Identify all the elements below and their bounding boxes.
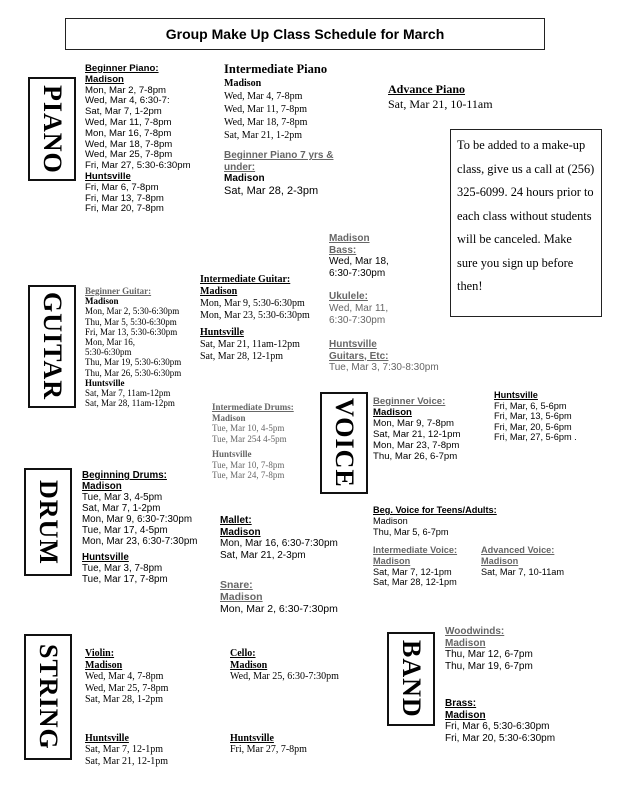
location-label: Madison: [373, 515, 408, 526]
session: Sat, Mar 28, 12-1pm: [373, 577, 457, 588]
location-label: Madison: [481, 555, 519, 566]
mallet-block: [220, 515, 338, 561]
session: Tue, Mar 24, 7-8pm: [212, 470, 285, 480]
beginner-voice-heading: Beginner Voice:: [373, 396, 446, 407]
intermediate-piano-heading: Intermediate Piano: [224, 62, 328, 76]
session: 5:30-6:30pm: [85, 347, 132, 358]
cello-block: [230, 648, 339, 756]
session: Sat, Mar 21, 12-1pm: [373, 429, 461, 440]
snare-block: [220, 579, 338, 615]
beginner-piano-7-block: [224, 150, 333, 198]
ukulele-heading: Ukulele:: [329, 291, 368, 302]
beginning-drums-block: [82, 470, 197, 585]
session: Mon, Mar 2, 7-8pm: [85, 84, 167, 96]
huntsville-guitars-heading: Huntsville: [329, 339, 377, 350]
session: Thu, Mar 12, 6-7pm: [445, 649, 533, 660]
ukulele-block: [329, 291, 388, 327]
guitar-label-box: [28, 285, 76, 408]
session: Sat, Mar 7, 12-1pm: [85, 744, 164, 755]
bass-block: [329, 233, 389, 279]
session: Mon, Mar 2, 5:30-6:30pm: [85, 306, 180, 317]
teen-voice-heading: Beg. Voice for Teens/Adults:: [373, 505, 497, 515]
advanced-voice-heading: Advanced Voice:: [481, 545, 555, 555]
brass-heading: Brass:: [445, 698, 477, 709]
session: Mon, Mar 16, 7-8pm: [85, 127, 172, 139]
huntsville-guitars-heading-2: Guitars, Etc:: [329, 350, 389, 362]
session: Wed, Mar 25, 7-8pm: [85, 682, 169, 694]
mallet-heading: Mallet:: [220, 515, 252, 526]
session: Tue, Mar 17, 7-8pm: [82, 574, 168, 585]
session: Sat, Mar 21, 11am-12pm: [200, 339, 300, 350]
session: Wed, Mar 11,: [329, 303, 389, 314]
session: Mon, Mar 9, 7-8pm: [373, 418, 455, 429]
session: Fri, Mar, 27, 5-6pm .: [494, 432, 577, 443]
location-label: Madison: [220, 526, 261, 538]
string-label: STRING: [34, 644, 63, 750]
session: Sat, Mar 21, 2-3pm: [220, 549, 306, 561]
woodwinds-block: [445, 626, 533, 672]
violin-block: [85, 648, 168, 767]
piano-label-box: [28, 77, 76, 181]
session: Fri, Mar 27, 7-8pm: [230, 744, 307, 755]
intermediate-guitar-block: [200, 274, 310, 363]
signup-note: To be added to a make-up class, give us a call at (256) 325-6099. 24 hours prior to each class without students will be canceled. Make sure you sign up before then!: [450, 129, 602, 317]
intermediate-drums-block: [212, 402, 294, 481]
location-label: Huntsville: [200, 327, 244, 338]
intermediate-drums-heading: Intermediate Drums:: [212, 402, 294, 412]
drum-label-box: [24, 468, 72, 576]
session: Mon, Mar 2, 6:30-7:30pm: [220, 603, 338, 615]
huntsville-guitars-block: [329, 339, 439, 374]
schedule-title: Group Make Up Class Schedule for March: [65, 18, 545, 50]
location-label: Madison: [85, 73, 124, 85]
beginner-piano-block: [85, 64, 191, 215]
session: Wed, Mar 18, 7-8pm: [85, 138, 173, 150]
session: Wed, Mar 18, 7-8pm: [224, 117, 308, 128]
session: Fri, Mar 6, 7-8pm: [85, 181, 159, 193]
beginner-piano-7-heading: Beginner Piano 7 yrs &: [224, 150, 334, 161]
session: Tue, Mar 3, 7:30-8:30pm: [329, 362, 439, 373]
session: Tue, Mar 3, 7-8pm: [82, 563, 163, 574]
woodwinds-heading: Woodwinds:: [445, 626, 505, 637]
piano-label: PIANO: [38, 84, 67, 174]
band-label: BAND: [397, 640, 426, 718]
snare-heading: Snare:: [220, 579, 253, 591]
session: Sat, Mar 21, 10-11am: [388, 97, 493, 111]
location-label: Huntsville: [212, 449, 252, 459]
brass-block: [445, 698, 555, 744]
intermediate-piano-block: [224, 62, 327, 142]
location-label: Madison: [212, 412, 246, 423]
session: Wed, Mar 11, 7-8pm: [85, 116, 172, 128]
session: Fri, Mar, 13, 5-6pm: [494, 411, 572, 422]
session: Sat, Mar 28, 11am-12pm: [85, 398, 175, 409]
location-label: Madison: [445, 637, 486, 649]
session: Mon, Mar 9, 5:30-6:30pm: [200, 298, 305, 309]
beginning-drums-heading: Beginning Drums:: [82, 470, 167, 481]
session: Wed, Mar 25, 7-8pm: [85, 149, 173, 161]
beginner-voice-block: [373, 396, 460, 462]
voice-label: VOICE: [330, 398, 359, 488]
session: Wed, Mar 11, 7-8pm: [224, 104, 307, 115]
session: Sat, Mar 7, 1-2pm: [85, 106, 162, 118]
session: Thu, Mar 5, 6-7pm: [373, 526, 449, 537]
session: Wed, Mar 4, 7-8pm: [224, 91, 303, 102]
location-label: Madison: [85, 296, 119, 307]
huntsville-voice-block: [494, 390, 577, 443]
huntsville-voice-heading: Huntsville: [494, 390, 538, 400]
session: Sat, Mar 7, 12-1pm: [373, 566, 452, 577]
session: Tue, Mar 10, 7-8pm: [212, 459, 285, 470]
intermediate-voice-block: [373, 545, 457, 588]
advance-piano-block: [388, 82, 493, 112]
session: Wed, Mar 4, 6:30-7:: [85, 95, 170, 107]
cello-heading: Cello:: [230, 648, 256, 659]
session: Sat, Mar 7, 11am-12pm: [85, 388, 171, 399]
location-label: Madison: [85, 659, 123, 671]
beginner-guitar-heading: Beginner Guitar:: [85, 286, 152, 296]
session: Fri, Mar 13, 7-8pm: [85, 192, 164, 204]
session: Tue, Mar 10, 4-5pm: [212, 423, 285, 433]
session: Thu, Mar 19, 5:30-6:30pm: [85, 357, 182, 368]
session: Thu, Mar 19, 6-7pm: [445, 660, 533, 672]
session: Fri, Mar 13, 5:30-6:30pm: [85, 326, 178, 337]
session: Fri, Mar, 20, 5-6pm: [494, 421, 572, 432]
advanced-voice-block: [481, 545, 564, 577]
session: Thu, Mar 26, 6-7pm: [373, 451, 458, 462]
session: Mon, Mar 9, 6:30-7:30pm: [82, 514, 192, 525]
session: 6:30-7:30pm: [329, 267, 386, 279]
session: Tue, Mar 17, 4-5pm: [82, 525, 168, 536]
beginner-guitar-block: [85, 286, 181, 408]
session: 6:30-7:30pm: [329, 315, 386, 326]
session: Wed, Mar 25, 6:30-7:30pm: [230, 671, 339, 682]
drum-label: DRUM: [34, 479, 63, 565]
session: Thu, Mar 5, 5:30-6:30pm: [85, 316, 177, 327]
bass-heading: Madison: [329, 233, 370, 244]
location-label: Madison: [445, 709, 486, 721]
session: Sat, Mar 28, 2-3pm: [224, 184, 319, 197]
guitar-label: GUITAR: [38, 292, 67, 401]
session: Thu, Mar 26, 5:30-6:30pm: [85, 367, 182, 378]
session: Wed, Mar 18,: [329, 256, 389, 267]
bass-heading-2: Bass:: [329, 244, 357, 256]
session: Sat, Mar 7, 10-11am: [481, 566, 565, 577]
advance-piano-heading: Advance Piano: [388, 82, 466, 96]
teen-voice-block: [373, 505, 497, 537]
location-label: Huntsville: [85, 732, 129, 744]
session: Mon, Mar 16,: [85, 337, 135, 348]
beginner-piano-heading: Beginner Piano:: [85, 63, 159, 74]
location-label: Madison: [373, 407, 412, 418]
band-label-box: [387, 632, 435, 726]
location-label: Huntsville: [230, 732, 274, 744]
session: Tue, Mar 3, 4-5pm: [82, 492, 163, 503]
intermediate-voice-heading: Intermediate Voice:: [373, 545, 458, 555]
location-label: Huntsville: [85, 377, 125, 388]
session: Mon, Mar 23, 5:30-6:30pm: [200, 310, 310, 321]
beginner-piano-7-heading-2: under:: [224, 161, 256, 173]
session: Fri, Mar 20, 7-8pm: [85, 203, 164, 215]
session: Mon, Mar 23, 7-8pm: [373, 440, 460, 451]
session: Fri, Mar 6, 5:30-6:30pm: [445, 721, 550, 732]
string-label-box: [24, 634, 72, 760]
session: Sat, Mar 7, 1-2pm: [82, 503, 161, 514]
location-label: Huntsville: [82, 552, 129, 563]
location-label: Madison: [220, 591, 263, 603]
session: Sat, Mar 28, 12-1pm: [200, 351, 284, 362]
session: Mon, Mar 23, 6:30-7:30pm: [82, 536, 198, 547]
session: Fri, Mar 27, 5:30-6:30pm: [85, 160, 191, 172]
location-label: Madison: [224, 78, 262, 89]
location-label: Madison: [82, 481, 122, 492]
location-label: Madison: [224, 173, 265, 184]
session: Tue, Mar 254 4-5pm: [212, 433, 287, 444]
intermediate-guitar-heading: Intermediate Guitar:: [200, 274, 291, 285]
violin-heading: Violin:: [85, 648, 115, 659]
voice-label-box: [320, 392, 368, 494]
session: Fri, Mar 20, 5:30-6:30pm: [445, 732, 556, 744]
session: Sat, Mar 28, 1-2pm: [85, 694, 164, 705]
location-label: Madison: [230, 659, 268, 671]
location-label: Madison: [373, 555, 411, 566]
location-label: Huntsville: [85, 170, 131, 182]
session: Wed, Mar 4, 7-8pm: [85, 671, 164, 682]
session: Fri, Mar, 6, 5-6pm: [494, 400, 567, 411]
session: Sat, Mar 21, 12-1pm: [85, 755, 169, 767]
session: Sat, Mar 21, 1-2pm: [224, 130, 303, 141]
location-label: Madison: [200, 286, 238, 297]
session: Mon, Mar 16, 6:30-7:30pm: [220, 538, 338, 549]
